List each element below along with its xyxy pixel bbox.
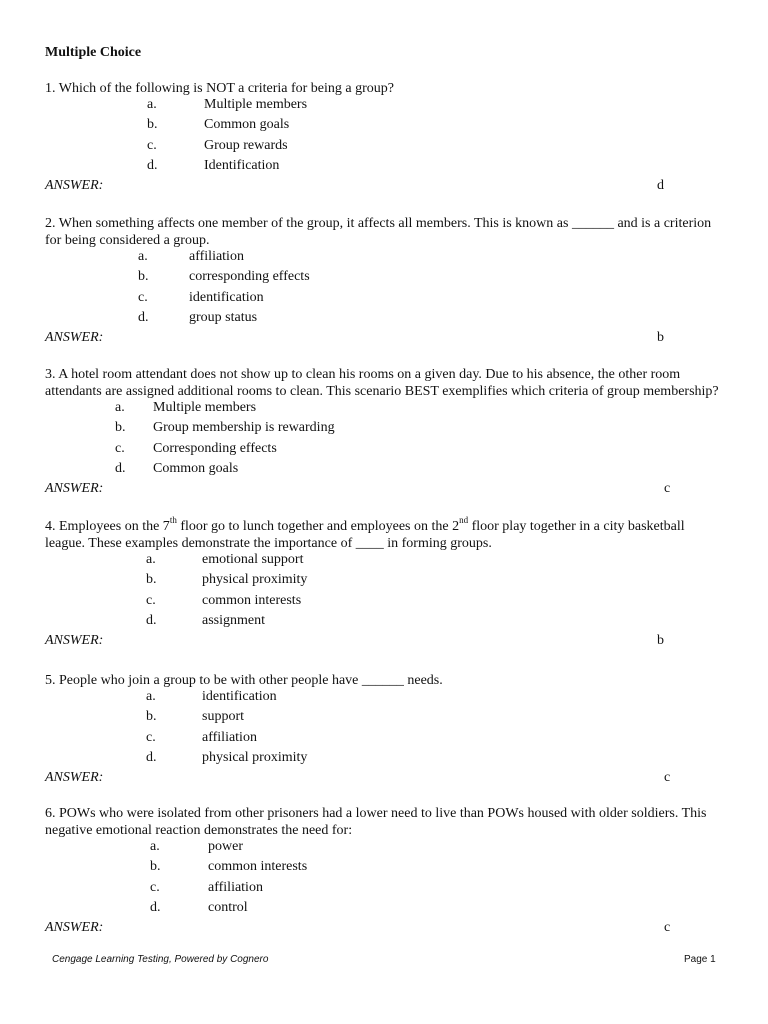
choice-letter: b. (150, 859, 161, 875)
answer-row (45, 770, 725, 788)
choice-item (45, 97, 725, 117)
choice-text: physical proximity (202, 572, 308, 588)
choice-list (45, 552, 725, 633)
answer-label: ANSWER: (45, 770, 104, 786)
choice-letter: b. (146, 572, 157, 588)
answer-label: ANSWER: (45, 481, 104, 497)
answer-row (45, 481, 725, 499)
choice-letter: d. (146, 749, 157, 765)
choice-item (45, 117, 725, 137)
choice-text: Multiple members (204, 97, 308, 112)
superscript: th (169, 515, 177, 526)
choice-list (45, 839, 725, 920)
choice-letter: b. (138, 269, 149, 285)
choice-item (45, 730, 725, 750)
choice-item (45, 880, 725, 900)
choice-text: group status (189, 309, 258, 325)
choice-text: affiliation (208, 879, 263, 895)
choice-item (45, 269, 725, 289)
choice-item (45, 552, 725, 572)
choice-letter: a. (138, 249, 148, 264)
choice-item (45, 158, 725, 178)
answer-row (45, 633, 725, 651)
choice-letter: c. (146, 592, 156, 608)
question-3 (45, 366, 725, 499)
choice-item (45, 839, 725, 859)
question-4 (45, 515, 725, 651)
choice-text: affiliation (202, 729, 257, 745)
choice-text: Identification (204, 157, 280, 173)
choice-letter: a. (146, 689, 156, 704)
choice-item (45, 420, 725, 440)
choice-item (45, 900, 725, 920)
choice-text: Common goals (204, 117, 290, 133)
choice-text: control (208, 899, 248, 915)
choice-text: affiliation (189, 249, 244, 264)
answer-value: c (664, 770, 671, 786)
answer-label: ANSWER: (45, 330, 104, 346)
choice-letter: b. (115, 420, 126, 436)
choice-text: Common goals (153, 460, 239, 476)
question-stem (45, 515, 725, 552)
choice-text: common interests (202, 592, 302, 608)
question-stem: 2. When something affects one member of the group, it affects all members. This is known as ______ and is a criterion for being considered a group. (45, 216, 712, 248)
page-number: Page 1 (684, 954, 716, 965)
choice-item (45, 400, 725, 420)
choice-letter: a. (147, 97, 157, 112)
choice-letter: d. (150, 899, 161, 915)
choice-item (45, 310, 725, 330)
answer-value: d (657, 178, 664, 194)
choice-item (45, 593, 725, 613)
choice-item (45, 572, 725, 592)
choice-text: identification (189, 289, 264, 305)
choice-list (45, 689, 725, 770)
question-stem: 1. Which of the following is NOT a criteria for being a group? (45, 81, 394, 96)
choice-item (45, 138, 725, 158)
choice-text: power (208, 839, 243, 854)
choice-text: common interests (208, 859, 308, 875)
choice-item (45, 709, 725, 729)
choice-item (45, 249, 725, 269)
answer-label: ANSWER: (45, 178, 104, 194)
choice-letter: c. (147, 137, 157, 153)
choice-text: corresponding effects (189, 269, 310, 285)
answer-value: b (657, 633, 664, 649)
choice-letter: c. (115, 440, 125, 456)
choice-text: Corresponding effects (153, 440, 277, 456)
choice-text: emotional support (202, 552, 304, 567)
stem-text: floor play together in a city basketball league. These examples demonstrate the importance of ____ in forming groups. (45, 519, 685, 551)
choice-letter: a. (146, 552, 156, 567)
choice-item (45, 461, 725, 481)
choice-list (45, 249, 725, 330)
choice-item (45, 689, 725, 709)
answer-row (45, 330, 725, 348)
choice-letter: a. (115, 400, 125, 415)
answer-value: c (664, 920, 671, 936)
choice-item (45, 859, 725, 879)
answer-row (45, 178, 725, 196)
choice-letter: c. (138, 289, 148, 305)
answer-label: ANSWER: (45, 920, 104, 936)
answer-value: c (664, 481, 671, 497)
choice-letter: d. (146, 612, 157, 628)
choice-text: physical proximity (202, 749, 308, 765)
choice-text: assignment (202, 612, 265, 628)
footer-credit: Cengage Learning Testing, Powered by Cognero (52, 954, 269, 965)
stem-text: floor go to lunch together and employees on the 2 (176, 519, 460, 534)
section-title: Multiple Choice (45, 45, 142, 60)
choice-letter: c. (146, 729, 156, 745)
question-6 (45, 805, 725, 938)
choice-list (45, 400, 725, 481)
question-1 (45, 80, 725, 196)
answer-row (45, 920, 725, 938)
choice-text: Group membership is rewarding (153, 420, 335, 436)
answer-value: b (657, 330, 664, 346)
question-5 (45, 672, 725, 788)
choice-letter: a. (150, 839, 160, 854)
choice-letter: c. (150, 879, 160, 895)
choice-item (45, 441, 725, 461)
question-2 (45, 215, 725, 348)
choice-letter: d. (115, 460, 126, 476)
choice-text: Group rewards (204, 137, 288, 153)
question-stem: 5. People who join a group to be with other people have ______ needs. (45, 673, 443, 688)
choice-item (45, 613, 725, 633)
choice-list (45, 97, 725, 178)
choice-letter: d. (138, 309, 149, 325)
superscript: nd (459, 515, 469, 526)
choice-item (45, 290, 725, 310)
choice-item (45, 750, 725, 770)
stem-text: 4. Employees on the 7 (45, 519, 170, 534)
choice-text: identification (202, 689, 277, 704)
question-stem: 6. POWs who were isolated from other prisoners had a lower need to live than POWs housed with older soldiers. This negative emotional reaction demonstrates the need for: (45, 806, 707, 838)
choice-letter: b. (146, 709, 157, 725)
question-stem: 3. A hotel room attendant does not show up to clean his rooms on a given day. Due to his absence, the other room attendants are assigned additional rooms to clean. This scenario BEST exemplifies which criteria of group membership? (45, 367, 719, 399)
choice-text: Multiple members (153, 400, 257, 415)
choice-letter: d. (147, 157, 158, 173)
choice-letter: b. (147, 117, 158, 133)
choice-text: support (202, 709, 244, 725)
answer-label: ANSWER: (45, 633, 104, 649)
